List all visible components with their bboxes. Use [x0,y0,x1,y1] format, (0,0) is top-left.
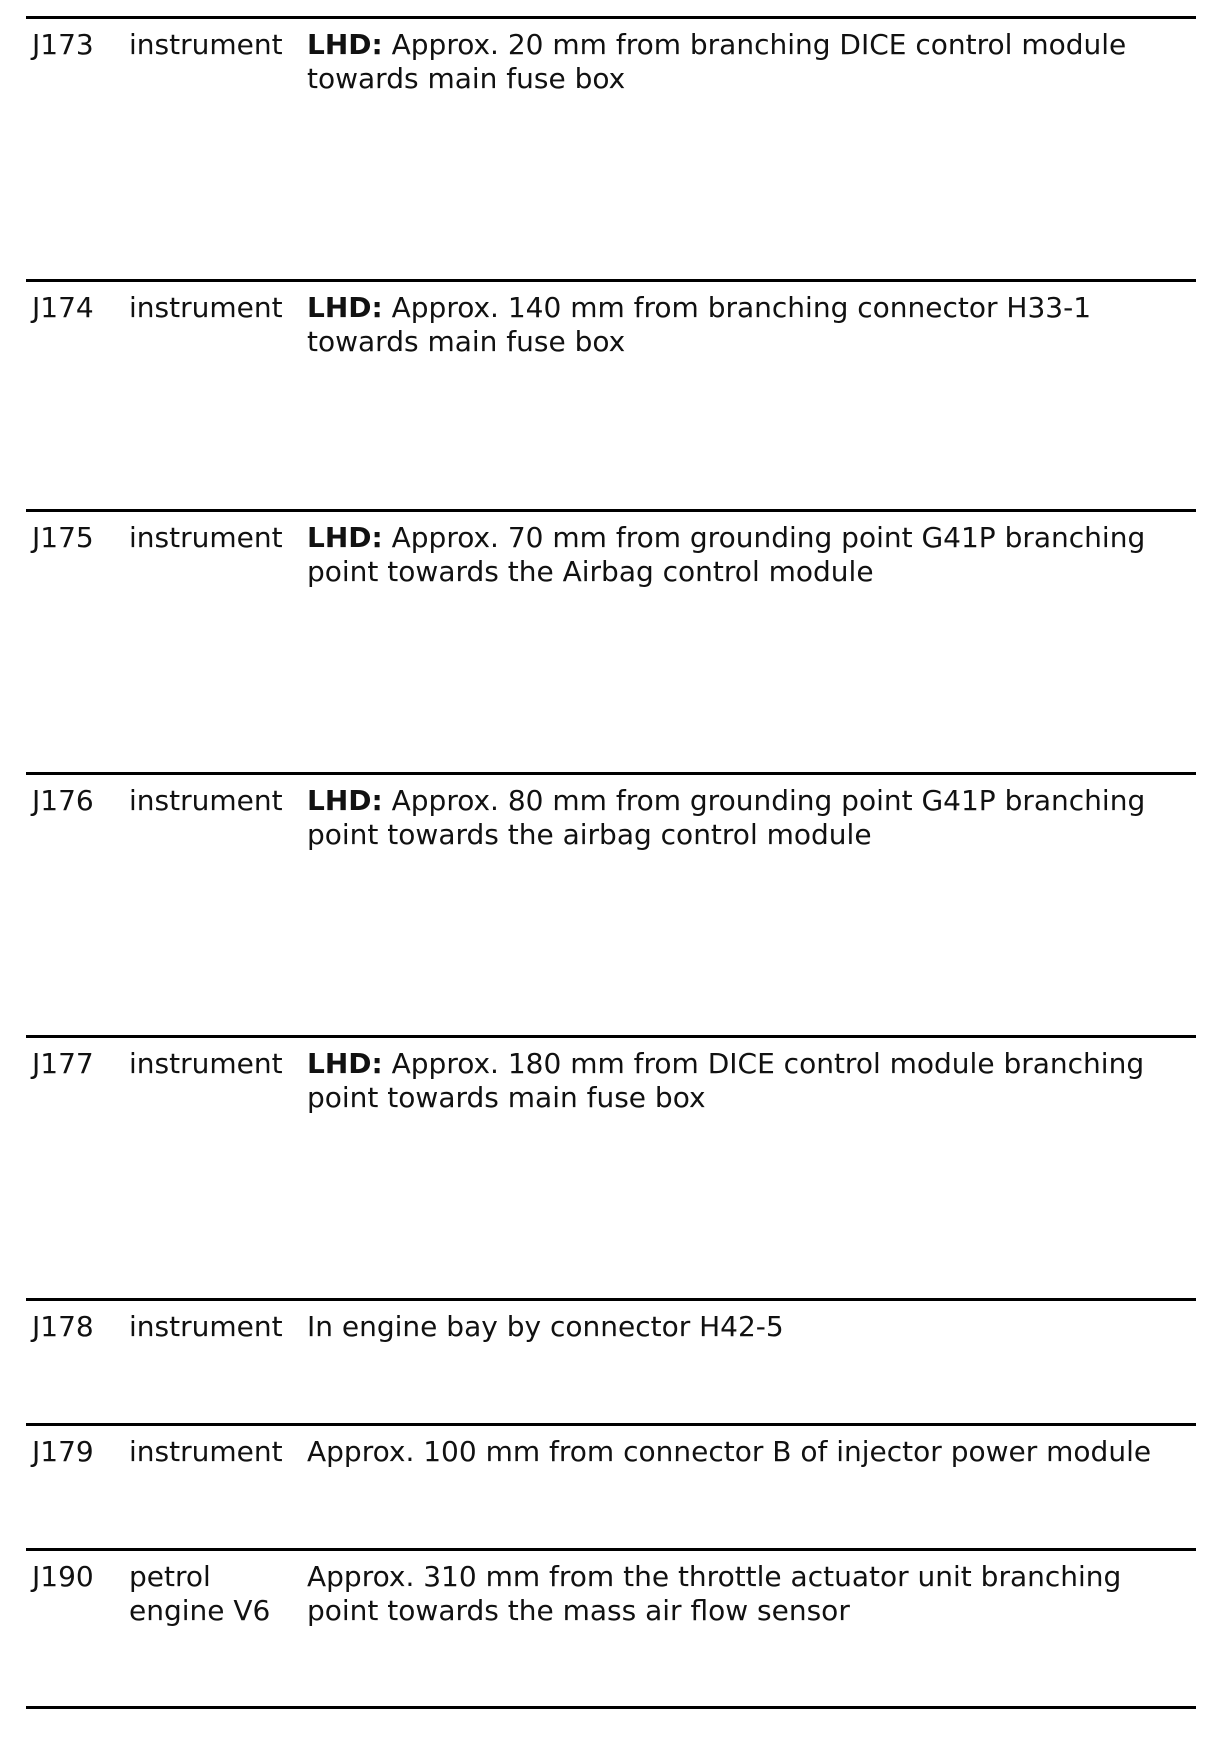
splice-description [307,291,1192,359]
splice-code: J177 [32,1047,94,1080]
splice-description [307,521,1192,589]
description-text: Approx. 80 mm from grounding point G41P branching point towards the airbag control module [307,784,1146,851]
harness-location: instrument [129,28,283,61]
table-bottom-rule [26,1706,1196,1709]
row-divider [26,509,1196,512]
description-text: Approx. 70 mm from grounding point G41P branching point towards the Airbag control module [307,521,1146,588]
harness-location: instrument [129,1047,283,1080]
splice-description [307,1560,1192,1628]
row-divider [26,1298,1196,1301]
harness-location: petrol engine V6 [129,1560,271,1627]
splice-description [307,28,1192,96]
description-text: Approx. 100 mm from connector B of injector power module [307,1435,1152,1468]
description-text: Approx. 20 mm from branching DICE control module towards main fuse box [307,28,1127,95]
row-divider [26,16,1196,19]
lhd-prefix: LHD: [307,1047,383,1080]
row-divider [26,1035,1196,1038]
row-divider [26,772,1196,775]
splice-code: J175 [32,521,94,554]
lhd-prefix: LHD: [307,784,383,817]
lhd-prefix: LHD: [307,291,383,324]
splice-code: J174 [32,291,94,324]
description-text: Approx. 180 mm from DICE control module branching point towards main fuse box [307,1047,1145,1114]
lhd-prefix: LHD: [307,521,383,554]
splice-code: J190 [32,1560,94,1593]
lhd-prefix: LHD: [307,28,383,61]
splice-code: J179 [32,1435,94,1468]
splice-description [307,1435,1192,1469]
harness-location: instrument [129,1310,283,1343]
description-text: Approx. 140 mm from branching connector H33-1 towards main fuse box [307,291,1092,358]
row-divider [26,279,1196,282]
splice-code: J178 [32,1310,94,1343]
splice-code: J176 [32,784,94,817]
harness-location: instrument [129,291,283,324]
harness-location: instrument [129,784,283,817]
splice-description [307,1047,1192,1115]
splice-description [307,1310,1192,1344]
row-divider [26,1423,1196,1426]
splice-location-table [26,0,1196,1740]
splice-description [307,784,1192,852]
row-divider [26,1548,1196,1551]
harness-location: instrument [129,521,283,554]
description-text: Approx. 310 mm from the throttle actuator unit branching point towards the mass air flow sensor [307,1560,1122,1627]
splice-code: J173 [32,28,94,61]
harness-location: instrument [129,1435,283,1468]
description-text: In engine bay by connector H42-5 [307,1310,784,1343]
